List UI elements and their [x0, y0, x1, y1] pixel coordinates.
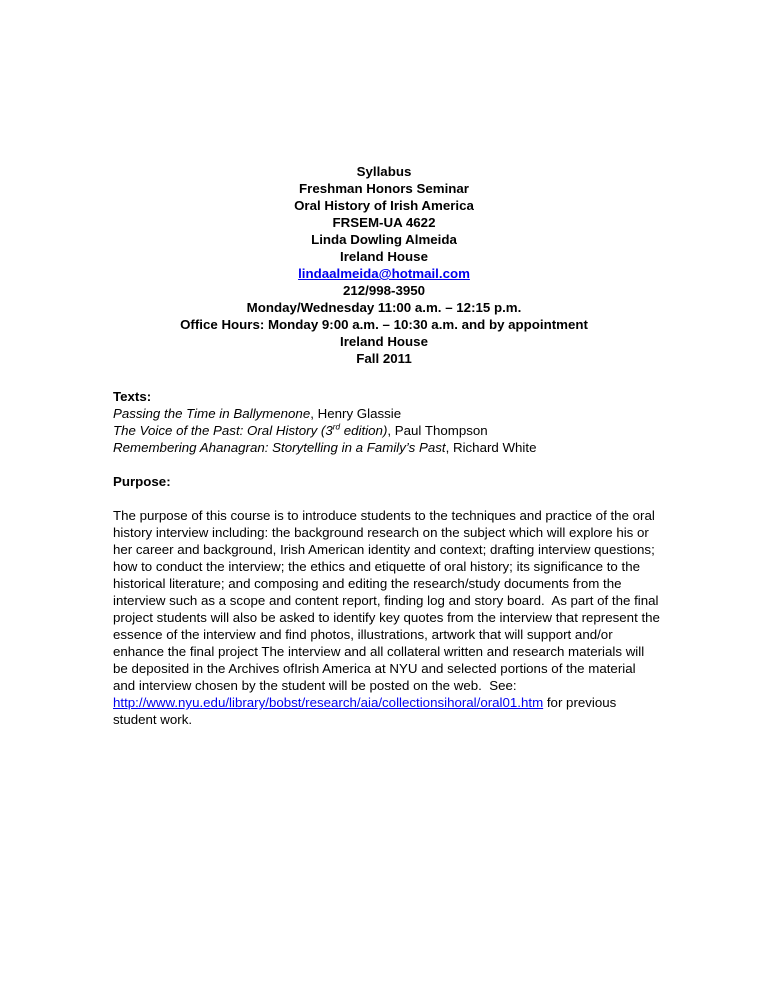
header-line-seminar: Freshman Honors Seminar [299, 181, 469, 196]
header-line-location: Ireland House [340, 249, 428, 264]
header-line-course-name: Oral History of Irish America [294, 198, 474, 213]
header-line-instructor: Linda Dowling Almeida [311, 232, 457, 247]
header-line-email [0, 265, 768, 282]
texts-heading: Texts: [113, 389, 152, 404]
header-line-office-hours: Office Hours: Monday 9:00 a.m. – 10:30 a.m. and by appointment [180, 317, 588, 332]
purpose-text-after-link: for previous student work. [113, 695, 621, 727]
document-body [113, 388, 664, 741]
syllabus-header [0, 163, 768, 367]
texts-section [113, 388, 660, 456]
book-title-continued: edition) [340, 423, 388, 438]
book-entry-white [113, 439, 660, 456]
email-link[interactable]: lindaalmeida@hotmail.com [298, 266, 470, 281]
header-line-semester: Fall 2011 [356, 351, 412, 366]
book-entry-glassie [113, 405, 660, 422]
course-archive-link[interactable]: http://www.nyu.edu/library/bobst/research/aia/collectionsihoral/oral01.htm [113, 695, 544, 710]
book-title: Passing the Time in Ballymenone [113, 406, 311, 421]
header-line-office-location: Ireland House [340, 334, 428, 349]
header-line-phone: 212/998-3950 [342, 283, 426, 298]
book-author: , Henry Glassie [310, 406, 402, 421]
header-line-meeting-times: Monday/Wednesday 11:00 a.m. – 12:15 p.m. [246, 300, 522, 315]
book-title: The Voice of the Past: Oral History (3 [113, 423, 333, 438]
purpose-text-before-link: The purpose of this course is to introduce students to the techniques and practice of the oral history interview including: the background research on the subject which will explore his or her career and background, Irish American identity and context; drafting interview questions; how to conduct the interview; the ethics and etiquette of oral history; its significance to the historical literature; and composing and editing the research/study documents from the interview such as a scope and content report, finding log and story board. As part of the final project students will also be asked to identify key quotes from the interview that represent the essence of the interview and find photos, illustrations, artwork that will support and/or enhance the final project The interview and all collateral written and research materials will be deposited in the Archives ofIrish America at NYU and selected portions of the material and interview chosen by the student will be posted on the web. See: [113, 508, 664, 693]
header-line-course-code: FRSEM-UA 4622 [332, 215, 436, 230]
ordinal-superscript: rd [332, 422, 341, 432]
book-author: , Paul Thompson [387, 423, 488, 438]
purpose-paragraph [113, 507, 664, 728]
header-line-title: Syllabus [356, 164, 412, 179]
purpose-heading: Purpose: [113, 474, 171, 489]
book-title: Remembering Ahanagran: Storytelling in a Family’s Past [113, 440, 446, 455]
book-entry-thompson [113, 422, 660, 439]
book-author: , Richard White [445, 440, 537, 455]
